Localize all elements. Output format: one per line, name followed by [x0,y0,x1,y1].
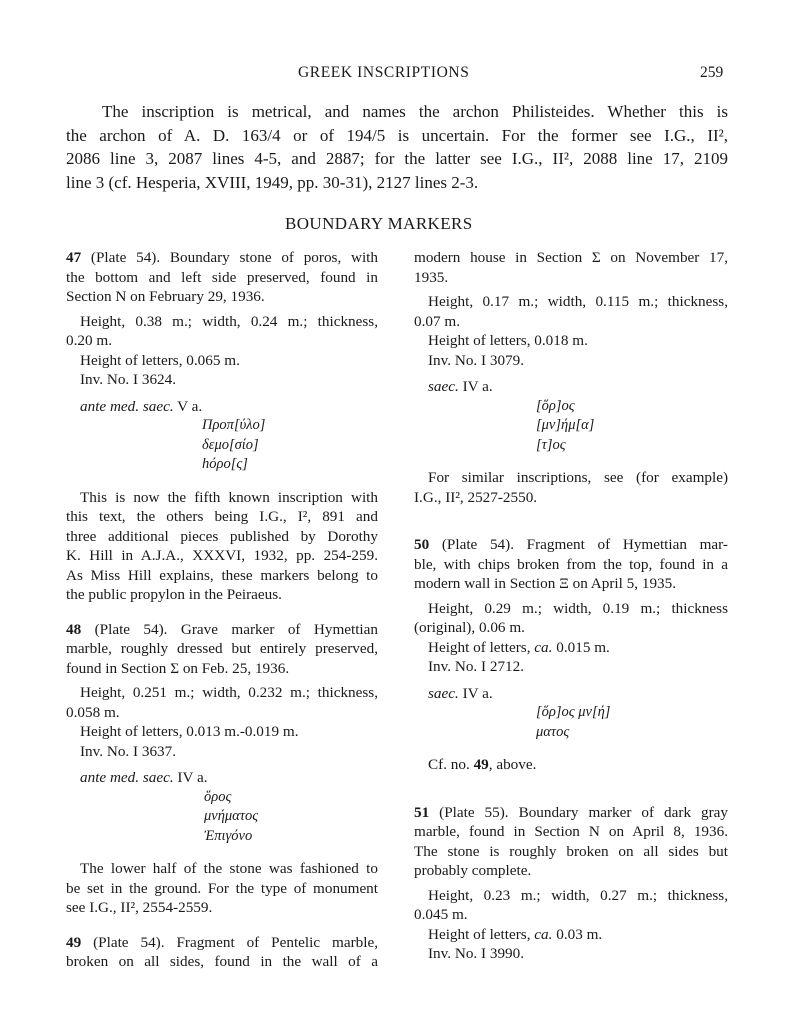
entry-47 [66,248,378,605]
desc-line: probably complete. [414,862,532,879]
dimensions-line: 0.045 m. [414,906,468,923]
greek-text-line: μνήματος [204,808,259,824]
desc-line: the bottom and left side preserved, found in [66,268,378,286]
entry-50-line-1 [414,535,728,555]
cf-number: 49 [473,756,489,773]
section-title: BOUNDARY MARKERS [285,214,473,233]
greek-text-line: [μν]ήμ[α] [536,417,595,433]
date-rest: IV a. [458,378,493,395]
desc-text: (Plate 55). Boundary marker of dark gray [429,803,728,821]
greek-text-line: ὅρος [204,788,232,805]
desc-text: (Plate 54). Grave marker of Hymettian [81,620,378,638]
desc-text: (Plate 54). Fragment of Hymettian mar- [429,536,728,553]
desc-line: marble, roughly dressed but entirely preserved, [66,640,378,657]
inventory-number: Inv. No. I 3079. [428,351,525,369]
entry-48 [66,620,378,918]
date-line [66,397,378,417]
desc-line: found in Section Σ on Feb. 25, 1936. [66,659,290,677]
page-number: 259 [700,64,724,81]
date-italic: ante med. saec. [80,397,174,415]
entry-number: 49 [66,933,82,951]
desc-line: Section N on February 29, 1936. [66,288,265,305]
entry-number: 47 [66,249,82,266]
letters-italic: ca. [534,638,553,656]
inventory-number: Inv. No. I 2712. [428,658,525,675]
date-line [414,377,728,397]
desc-text: (Plate 54). Fragment of Pentelic marble, [81,933,378,951]
intro-line: line 3 (cf. Hesperia, XVIII, 1949, pp. 30-31), 2127 lines 2-3. [66,172,479,192]
date-italic: saec. [428,378,459,395]
letters-text: 0.015 m. [552,638,610,656]
date-rest: IV a. [458,684,493,702]
left-column [66,248,378,972]
inventory-number: Inv. No. I 3624. [80,371,177,388]
comment-line: K. Hill in A.J.A., XXXVI, 1932, pp. 254-259. [66,547,378,564]
date-italic: ante med. saec. [80,769,174,786]
intro-line: The inscription is metrical, and names the archon Philisteides. Whether this is [102,102,728,121]
letters-italic: ca. [534,925,553,943]
desc-line: ble, with chips broken from the top, found in a [414,555,728,573]
cf-text: , above. [488,756,537,773]
dimensions-line: (original), 0.06 m. [414,619,525,636]
letters-text: Height of letters, [428,638,535,656]
greek-text-line: Προπ[ύλο] [202,417,266,433]
greek-text-line: hόρο[ς] [202,456,248,472]
desc-line: marble, found in Section N on April 8, 1936. [414,823,728,840]
comment-line: the public propylon in the Peiraeus. [66,586,282,603]
comment-line: This is now the fifth known inscription with [80,488,378,506]
running-title: GREEK INSCRIPTIONS [298,64,470,81]
letters-text: Height of letters, [428,925,535,943]
comment-line: For similar inscriptions, see (for example) [428,469,728,486]
entry-50 [414,535,728,775]
comment-line: this text, the others being I.G., I², 891 and [66,508,378,525]
entry-51-line-1 [414,803,728,823]
comment-line: see I.G., II², 2554-2559. [66,899,213,916]
entry-49-line-1 [66,933,378,953]
dimensions-line: Height, 0.17 m.; width, 0.115 m.; thickness, [428,293,728,310]
desc-text: (Plate 54). Boundary stone of poros, with [81,249,378,266]
entry-number: 48 [66,620,82,638]
desc-line: broken on all sides, found in the wall of a [66,953,378,970]
dimensions-line: 0.058 m. [66,703,120,721]
right-column [414,248,728,964]
dimensions-line: Height, 0.29 m.; width, 0.19 m.; thickness [428,599,728,617]
letter-height [414,925,728,945]
date-italic: saec. [428,684,459,702]
entry-49 [66,933,378,972]
dimensions-line: Height, 0.38 m.; width, 0.24 m.; thickness, [80,312,378,330]
intro-line: 2086 line 3, 2087 lines 4-5, and 2887; for the latter see I.G., II², 2088 line 17, 2109 [66,149,728,168]
date-line [66,768,378,788]
inventory-number: Inv. No. I 3990. [428,945,525,962]
entry-48-line-1 [66,620,378,640]
letter-height: Height of letters, 0.013 m.-0.019 m. [80,723,299,740]
letters-text: 0.03 m. [552,925,603,943]
dimensions-line: 0.20 m. [66,332,112,349]
entry-51 [414,803,728,964]
date-line [414,684,728,704]
intro-line: the archon of A. D. 163/4 or of 194/5 is uncertain. For the former see I.G., II², [66,125,728,145]
letter-height: Height of letters, 0.018 m. [428,332,588,349]
desc-line: modern wall in Section Ξ on April 5, 1935. [414,575,677,592]
letter-height [414,638,728,658]
comment-line: As Miss Hill explains, these markers belong to [66,566,378,584]
dimensions-line: 0.07 m. [414,312,460,330]
comment-line: three additional pieces published by Dorothy [66,527,378,545]
greek-text-line: ματος [536,723,570,740]
greek-text-line: [ὅρ]ος [536,397,575,414]
desc-line: 1935. [414,268,449,286]
cf-text: Cf. no. [428,756,474,773]
date-rest: V a. [173,397,203,415]
greek-text-line: [τ]ος [536,436,566,453]
entry-49-continued [414,248,728,507]
inventory-number: Inv. No. I 3637. [80,742,177,760]
entry-47-line-1 [66,248,378,268]
letter-height: Height of letters, 0.065 m. [80,351,240,369]
entry-number: 50 [414,536,430,553]
date-rest: IV a. [173,769,208,786]
dimensions-line: Height, 0.23 m.; width, 0.27 m.; thickness, [428,886,728,904]
comment-line: I.G., II², 2527-2550. [414,488,538,506]
entry-number: 51 [414,803,430,821]
desc-line: The stone is roughly broken on all sides but [414,842,728,860]
intro-paragraph [66,100,728,194]
desc-line: modern house in Section Σ on November 17, [414,249,728,266]
comment-line: be set in the ground. For the type of monument [66,879,378,897]
comment-line: The lower half of the stone was fashioned to [80,860,378,877]
cross-reference [414,755,728,775]
greek-text-line: Ἐπιγόνο [204,827,253,844]
greek-text-line: [ὅρ]ος μν[ή] [536,704,611,720]
greek-text-line: δεμο[σίο] [202,436,259,453]
dimensions-line: Height, 0.251 m.; width, 0.232 m.; thickness, [80,684,378,701]
